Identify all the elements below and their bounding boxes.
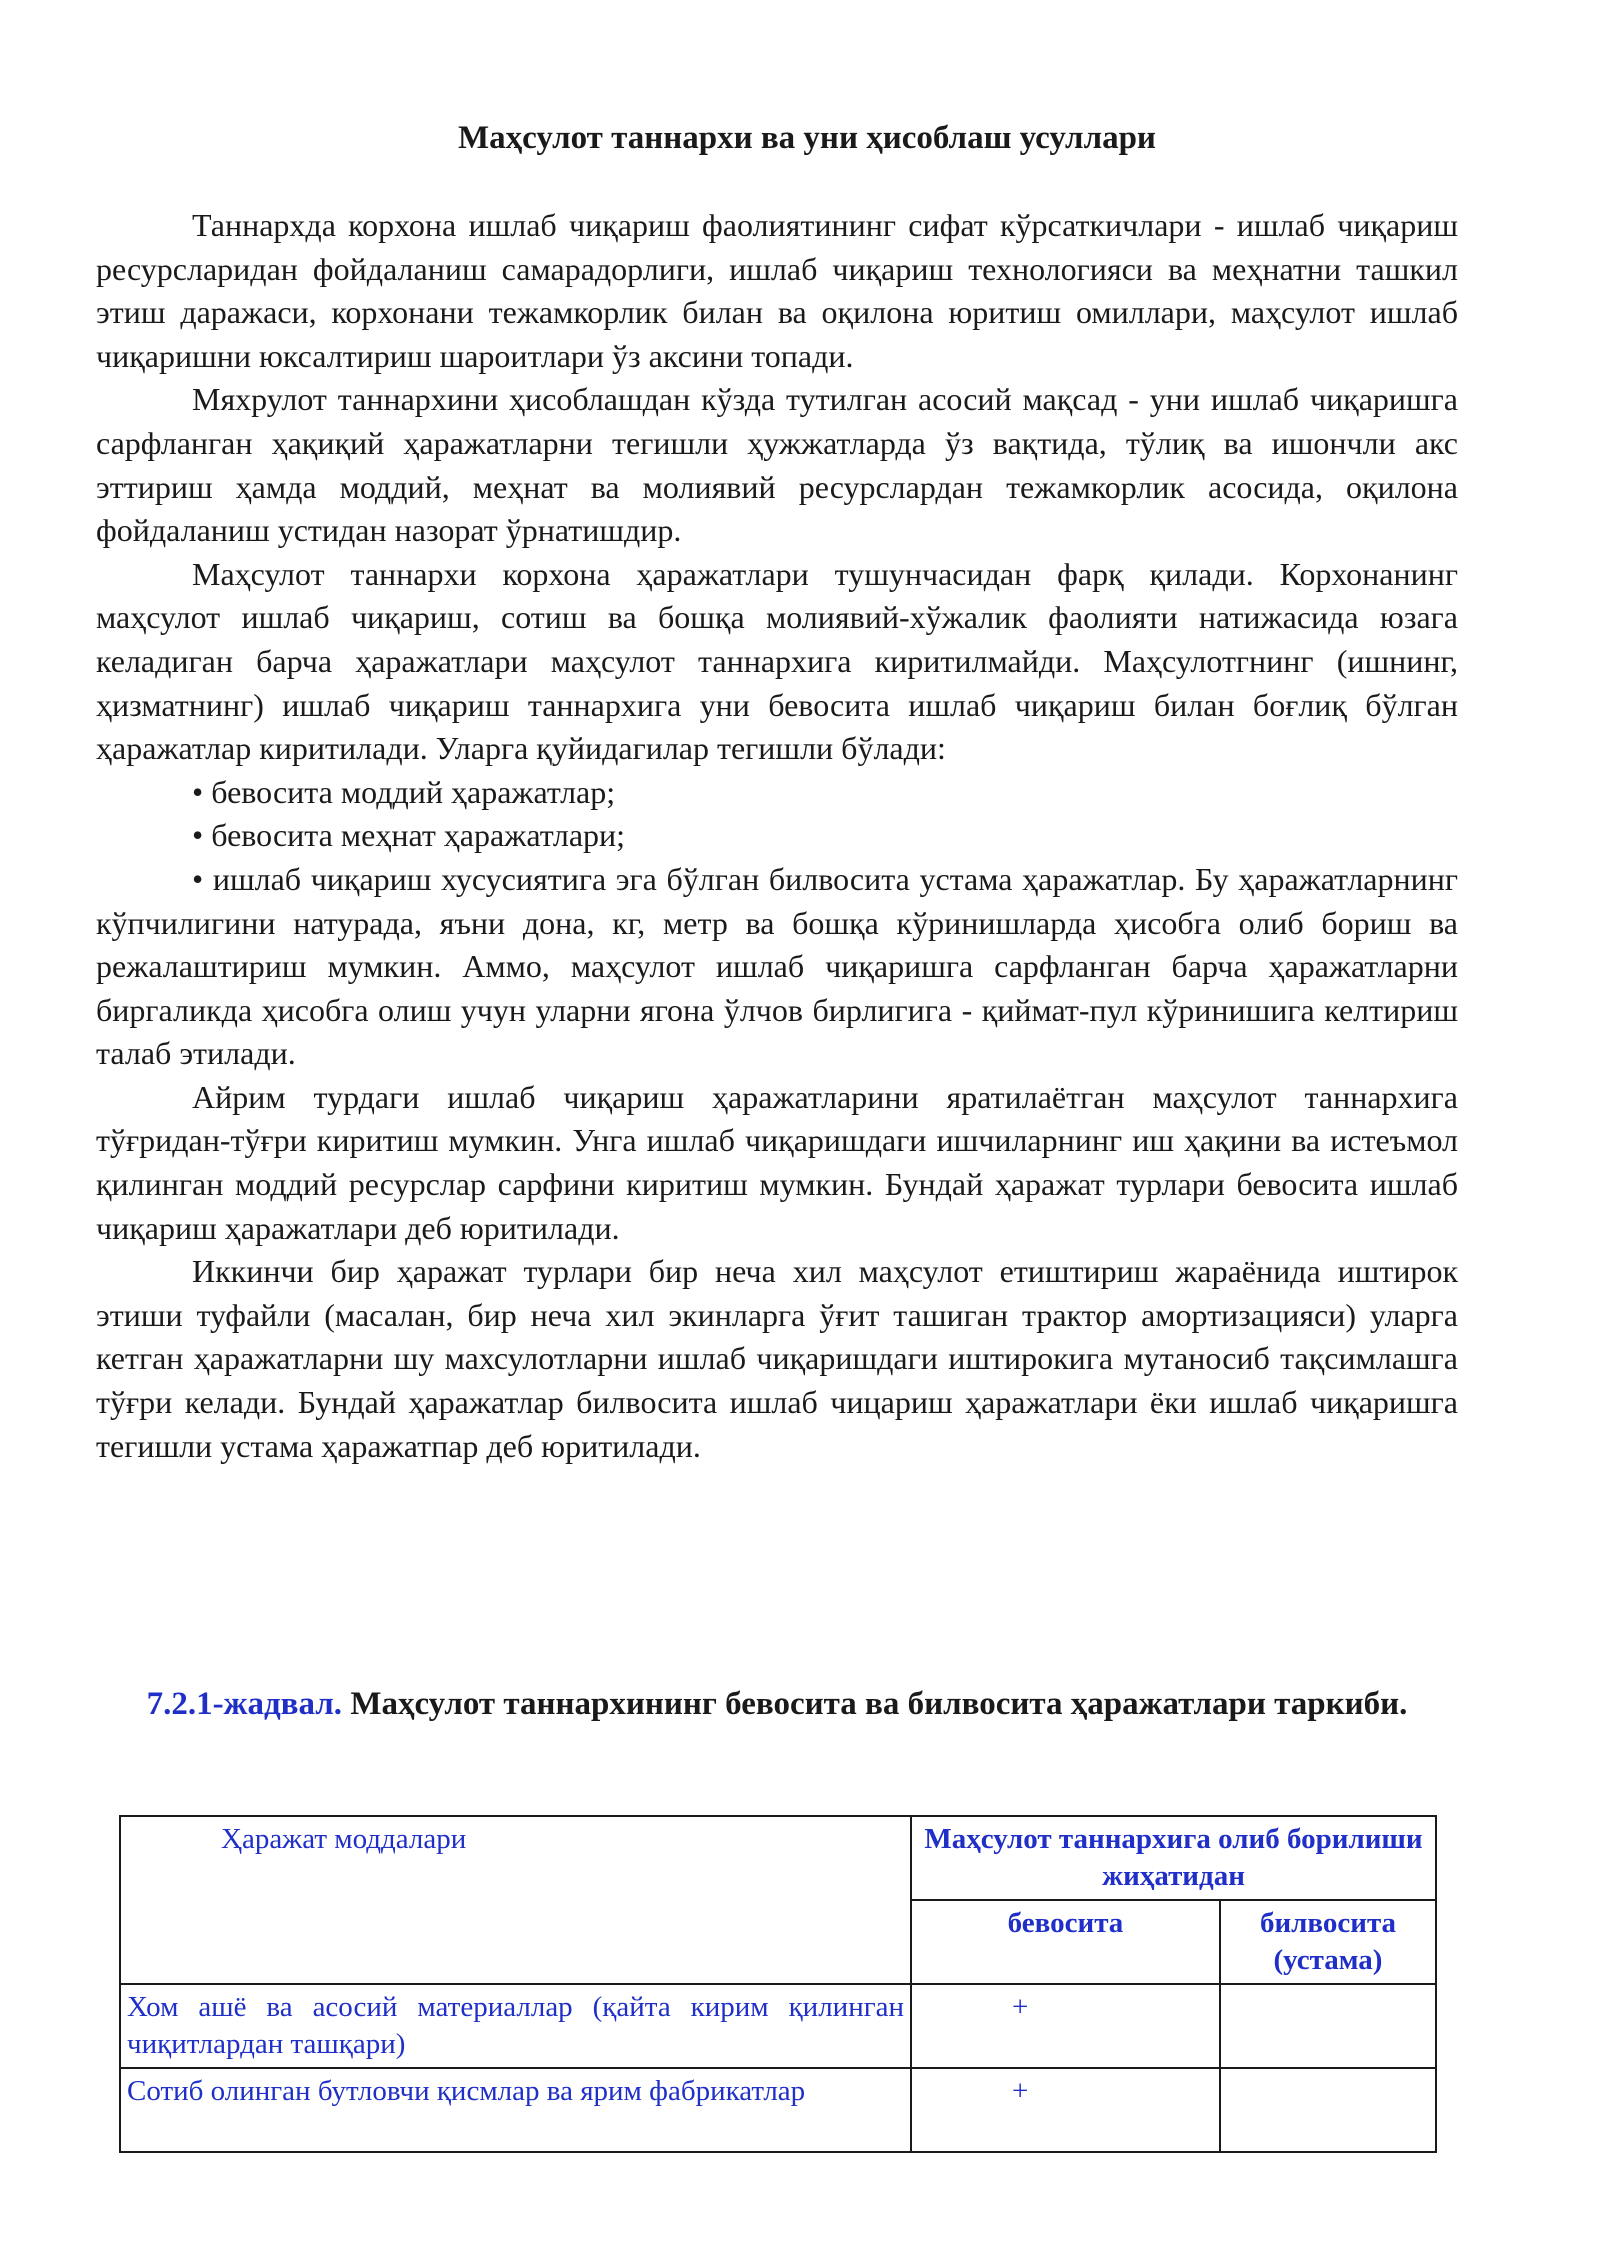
paragraph-1: Таннархда корхона ишлаб чиқариш фаолиятининг сифат кўрсаткичлари - ишлаб чиқариш ресурсларидан фойдаланиш самарадорлиги, ишлаб чиқариш технологияси ва меҳнатни ташкил этиш даражаси, корхонани тежамкорлик билан ва оқилона юритиш омиллари, маҳсулот ишлаб чиқаришни юксалтириш шароитлари ўз аксини топади. [96,207,1458,374]
table-row [120,1984,1436,2068]
document-title: Маҳсулот таннархи ва уни ҳисоблаш усуллари [458,120,1156,156]
bullet-item-1: • бевосита моддий ҳаражатлар; [192,773,616,810]
paragraph-3: Маҳсулот таннархи корхона ҳаражатлари тушунчасидан фарқ қилади. Корхонанинг маҳсулот ишлаб чиқариш, сотиш ва бошқа молиявий-хўжалик фаолияти натижасида юзага келадиган барча ҳаражатлари маҳсулот таннархига киритилмайди. Маҳсулотгнинг (ишнинг, ҳизматнинг) ишлаб чиқариш таннархига уни бевосита ишлаб чиқариш билан боғлиқ бўлган ҳаражатлар киритилади. Уларга қуйидагилар тегишли бўлади: [96,555,1458,767]
row-indirect-mark [1220,1984,1436,2068]
paragraph-5: Иккинчи бир ҳаражат турлари бир неча хил маҳсулот етиштириш жараёнида иштирок этиши туфайли (масалан, бир неча хил экинларга ўғит ташиган трактор амортизацияси) уларга кетган ҳаражатларни шу махсулотларни ишлаб чиқаришдаги иштирокига мутаносиб тақсимлашга тўғри келади. Бундай ҳаражатлар билвосита ишлаб чицариш ҳаражатлари ёки ишлаб чиқаришга тегишли устама ҳаражатпар деб юритилади. [96,1253,1458,1464]
header-group: Маҳсулот таннархига олиб борилиши жиҳатидан [911,1816,1436,1900]
table-row [120,2068,1436,2152]
table-caption [96,1682,1458,1726]
paragraph-4: Айрим турдаги ишлаб чиқариш ҳаражатларини яратилаётган маҳсулот таннархига тўғридан-тўғри киритиш мумкин. Унга ишлаб чиқаришдаги ишчиларнинг иш ҳақини ва истеъмол қилинган моддий ресурслар сарфини киритиш мумкин. Бундай ҳаражат турлари бевосита ишлаб чиқариш ҳаражатлари деб юритилади. [96,1078,1458,1246]
bullet-item-3: • ишлаб чиқариш хусусиятига эга бўлган билвосита устама ҳаражатлар. Бу ҳаражатларнинг кўпчилигини натурада, яъни дона, кг, метр ва бошқа кўринишларда ҳисобга олиб бориш ва режалаштириш мумкин. Аммо, маҳсулот ишлаб чиқаришга сарфланган барча ҳаражатларни биргаликда ҳисобга олиш учун уларни ягона ўлчов бирлигига - қиймат-пул кўринишига келтириш талаб этилади. [96,860,1458,1072]
row-direct-mark: + [911,1984,1220,2068]
row-label: Сотиб олинган бутловчи қисмлар ва ярим фабрикатлар [120,2068,911,2152]
header-cost-items: Ҳаражат моддалари [120,1816,911,1984]
table-header-row [120,1816,1436,1900]
bullet-item-2: • бевосита меҳнат ҳаражатлари; [192,817,626,854]
cost-table [119,1815,1437,2153]
row-label: Хом ашё ва асосий материаллар (қайта кирим қилинган чиқитлардан ташқари) [120,1984,911,2068]
paragraph-2: Мяхрулот таннархини ҳисоблашдан кўзда тутилган асосий мақсад - уни ишлаб чиқаришга сарфланган ҳақиқий ҳаражатларни тегишли ҳужжатларда ўз вақтида, тўлиқ ва ишончли акс эттириш ҳамда моддий, меҳнат ва молиявий ресурслардан тежамкорлик асосида, оқилона фойдаланиш устидан назорат ўрнатишдир. [96,381,1458,549]
header-direct: бевосита [911,1900,1220,1984]
body-text [96,204,1458,1468]
table-caption-number: 7.2.1-жадвал. [146,1686,343,1722]
table-caption-text: Маҳсулот таннархининг бевосита ва билвосита ҳаражатлари таркиби. [342,1686,1408,1722]
header-indirect: билвосита (устама) [1220,1900,1436,1984]
row-direct-mark: + [911,2068,1220,2152]
row-indirect-mark [1220,2068,1436,2152]
